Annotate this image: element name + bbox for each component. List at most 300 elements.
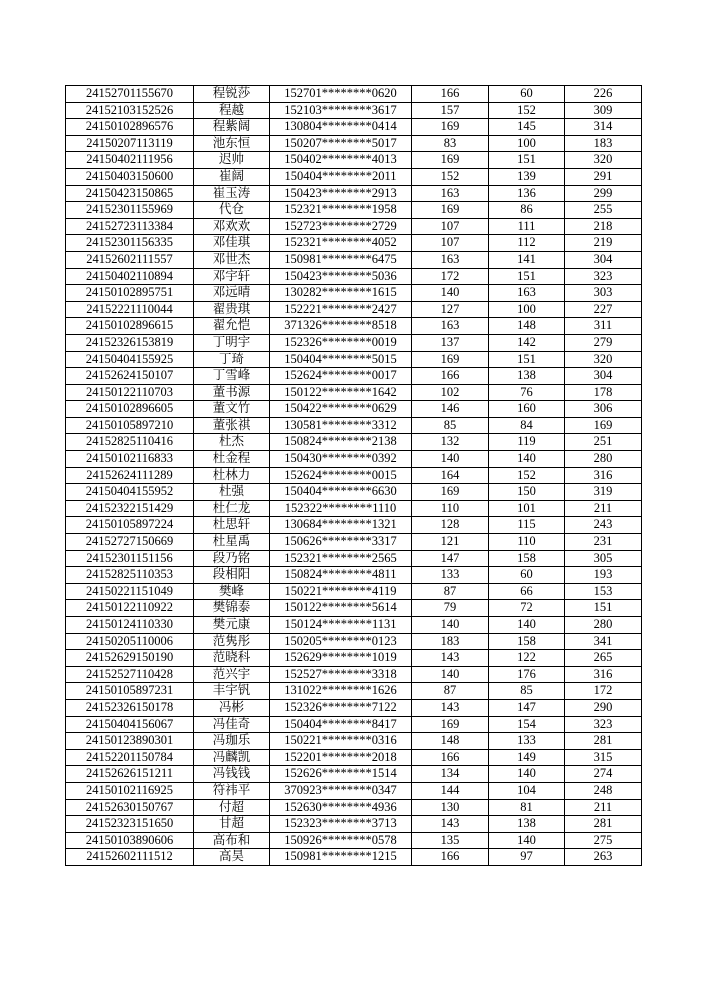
score-1-cell: 166 [412, 849, 489, 866]
score-1-cell: 172 [412, 268, 489, 285]
score-2-cell: 86 [489, 202, 565, 219]
score-1-cell: 135 [412, 832, 489, 849]
name-cell: 甘超 [194, 816, 270, 833]
total-score-cell: 314 [565, 119, 642, 136]
name-cell: 段相阳 [194, 567, 270, 584]
exam-number-cell: 24152825110353 [66, 567, 194, 584]
total-score-cell: 255 [565, 202, 642, 219]
name-cell: 冯麟凯 [194, 749, 270, 766]
name-cell: 范晓科 [194, 650, 270, 667]
score-1-cell: 140 [412, 666, 489, 683]
table-row [66, 716, 642, 733]
table-row [66, 766, 642, 783]
score-2-cell: 112 [489, 235, 565, 252]
id-number-cell: 152321********1958 [270, 202, 412, 219]
name-cell: 符祎平 [194, 782, 270, 799]
table-row [66, 301, 642, 318]
id-number-cell: 152201********2018 [270, 749, 412, 766]
score-2-cell: 138 [489, 816, 565, 833]
id-number-cell: 150423********2913 [270, 185, 412, 202]
id-number-cell: 152701********0620 [270, 86, 412, 103]
exam-number-cell: 24152323151650 [66, 816, 194, 833]
exam-number-cell: 24152727150669 [66, 534, 194, 551]
score-2-cell: 60 [489, 567, 565, 584]
score-1-cell: 102 [412, 384, 489, 401]
table-row [66, 268, 642, 285]
id-number-cell: 152723********2729 [270, 218, 412, 235]
table-row [66, 617, 642, 634]
name-cell: 杜星禹 [194, 534, 270, 551]
score-2-cell: 81 [489, 799, 565, 816]
table-row [66, 102, 642, 119]
name-cell: 翟允恺 [194, 318, 270, 335]
id-number-cell: 152321********2565 [270, 550, 412, 567]
name-cell: 邓欢欢 [194, 218, 270, 235]
total-score-cell: 306 [565, 401, 642, 418]
total-score-cell: 153 [565, 583, 642, 600]
total-score-cell: 274 [565, 766, 642, 783]
total-score-cell: 291 [565, 168, 642, 185]
score-2-cell: 152 [489, 467, 565, 484]
score-1-cell: 147 [412, 550, 489, 567]
score-1-cell: 169 [412, 202, 489, 219]
exam-number-cell: 24152221110044 [66, 301, 194, 318]
score-2-cell: 110 [489, 534, 565, 551]
name-cell: 樊元康 [194, 617, 270, 634]
table-row [66, 434, 642, 451]
id-number-cell: 152326********0019 [270, 334, 412, 351]
total-score-cell: 279 [565, 334, 642, 351]
score-2-cell: 140 [489, 766, 565, 783]
id-number-cell: 150122********5614 [270, 600, 412, 617]
id-number-cell: 152624********0015 [270, 467, 412, 484]
table-row [66, 218, 642, 235]
name-cell: 邓佳琪 [194, 235, 270, 252]
score-table [65, 85, 642, 866]
table-row [66, 782, 642, 799]
id-number-cell: 152629********1019 [270, 650, 412, 667]
name-cell: 邓远晴 [194, 285, 270, 302]
score-2-cell: 158 [489, 633, 565, 650]
score-2-cell: 104 [489, 782, 565, 799]
name-cell: 池东恒 [194, 135, 270, 152]
name-cell: 程越 [194, 102, 270, 119]
score-2-cell: 115 [489, 517, 565, 534]
table-row [66, 401, 642, 418]
id-number-cell: 152322********1110 [270, 500, 412, 517]
table-row [66, 135, 642, 152]
total-score-cell: 309 [565, 102, 642, 119]
exam-number-cell: 24152326150178 [66, 699, 194, 716]
table-row [66, 467, 642, 484]
name-cell: 翟贵琪 [194, 301, 270, 318]
score-2-cell: 84 [489, 417, 565, 434]
exam-number-cell: 24150221151049 [66, 583, 194, 600]
exam-number-cell: 24150404156067 [66, 716, 194, 733]
score-1-cell: 169 [412, 152, 489, 169]
score-2-cell: 149 [489, 749, 565, 766]
score-1-cell: 166 [412, 368, 489, 385]
id-number-cell: 152527********3318 [270, 666, 412, 683]
score-1-cell: 127 [412, 301, 489, 318]
score-1-cell: 143 [412, 699, 489, 716]
score-2-cell: 152 [489, 102, 565, 119]
score-1-cell: 163 [412, 251, 489, 268]
score-1-cell: 110 [412, 500, 489, 517]
total-score-cell: 227 [565, 301, 642, 318]
table-row [66, 683, 642, 700]
table-row [66, 368, 642, 385]
name-cell: 杜思轩 [194, 517, 270, 534]
exam-number-cell: 24150122110703 [66, 384, 194, 401]
score-1-cell: 163 [412, 185, 489, 202]
score-2-cell: 101 [489, 500, 565, 517]
score-2-cell: 85 [489, 683, 565, 700]
score-1-cell: 169 [412, 484, 489, 501]
name-cell: 高布和 [194, 832, 270, 849]
total-score-cell: 320 [565, 351, 642, 368]
score-1-cell: 85 [412, 417, 489, 434]
score-1-cell: 157 [412, 102, 489, 119]
table-row [66, 285, 642, 302]
table-row [66, 185, 642, 202]
id-number-cell: 152626********1514 [270, 766, 412, 783]
total-score-cell: 303 [565, 285, 642, 302]
table-row [66, 816, 642, 833]
score-table-body [66, 86, 642, 866]
name-cell: 董文竹 [194, 401, 270, 418]
table-row [66, 351, 642, 368]
score-2-cell: 142 [489, 334, 565, 351]
score-1-cell: 130 [412, 799, 489, 816]
total-score-cell: 290 [565, 699, 642, 716]
table-row [66, 699, 642, 716]
table-row [66, 168, 642, 185]
total-score-cell: 193 [565, 567, 642, 584]
exam-number-cell: 24150123890301 [66, 733, 194, 750]
score-2-cell: 151 [489, 152, 565, 169]
id-number-cell: 150402********4013 [270, 152, 412, 169]
exam-number-cell: 24150404155925 [66, 351, 194, 368]
id-number-cell: 150404********2011 [270, 168, 412, 185]
table-row [66, 733, 642, 750]
score-1-cell: 140 [412, 451, 489, 468]
exam-number-cell: 24150105897231 [66, 683, 194, 700]
exam-number-cell: 24152301156335 [66, 235, 194, 252]
name-cell: 程锐莎 [194, 86, 270, 103]
score-1-cell: 166 [412, 749, 489, 766]
total-score-cell: 304 [565, 368, 642, 385]
table-row [66, 119, 642, 136]
id-number-cell: 150430********0392 [270, 451, 412, 468]
name-cell: 范兴宇 [194, 666, 270, 683]
score-2-cell: 151 [489, 268, 565, 285]
score-1-cell: 169 [412, 716, 489, 733]
exam-number-cell: 24150102896615 [66, 318, 194, 335]
table-row [66, 666, 642, 683]
score-1-cell: 107 [412, 235, 489, 252]
name-cell: 邓宇轩 [194, 268, 270, 285]
exam-number-cell: 24152624150107 [66, 368, 194, 385]
id-number-cell: 152630********4936 [270, 799, 412, 816]
score-2-cell: 138 [489, 368, 565, 385]
id-number-cell: 152103********3617 [270, 102, 412, 119]
id-number-cell: 150404********5015 [270, 351, 412, 368]
exam-number-cell: 24152825110416 [66, 434, 194, 451]
total-score-cell: 311 [565, 318, 642, 335]
table-row [66, 202, 642, 219]
id-number-cell: 131022********1626 [270, 683, 412, 700]
name-cell: 冯彬 [194, 699, 270, 716]
table-row [66, 749, 642, 766]
name-cell: 代仓 [194, 202, 270, 219]
name-cell: 樊锦泰 [194, 600, 270, 617]
name-cell: 杜杰 [194, 434, 270, 451]
exam-number-cell: 24152527110428 [66, 666, 194, 683]
name-cell: 付超 [194, 799, 270, 816]
exam-number-cell: 24152602111512 [66, 849, 194, 866]
name-cell: 冯佳奇 [194, 716, 270, 733]
table-row [66, 799, 642, 816]
id-number-cell: 150981********6475 [270, 251, 412, 268]
exam-number-cell: 24152701155670 [66, 86, 194, 103]
total-score-cell: 211 [565, 799, 642, 816]
total-score-cell: 320 [565, 152, 642, 169]
id-number-cell: 150124********1131 [270, 617, 412, 634]
score-2-cell: 154 [489, 716, 565, 733]
name-cell: 董书源 [194, 384, 270, 401]
name-cell: 段乃铭 [194, 550, 270, 567]
total-score-cell: 172 [565, 683, 642, 700]
exam-number-cell: 24152602111557 [66, 251, 194, 268]
exam-number-cell: 24150103890606 [66, 832, 194, 849]
exam-number-cell: 24150122110922 [66, 600, 194, 617]
exam-number-cell: 24152629150190 [66, 650, 194, 667]
score-1-cell: 164 [412, 467, 489, 484]
score-2-cell: 176 [489, 666, 565, 683]
total-score-cell: 219 [565, 235, 642, 252]
total-score-cell: 211 [565, 500, 642, 517]
id-number-cell: 150221********4119 [270, 583, 412, 600]
total-score-cell: 316 [565, 666, 642, 683]
total-score-cell: 315 [565, 749, 642, 766]
total-score-cell: 169 [565, 417, 642, 434]
score-1-cell: 144 [412, 782, 489, 799]
score-2-cell: 151 [489, 351, 565, 368]
total-score-cell: 299 [565, 185, 642, 202]
score-1-cell: 83 [412, 135, 489, 152]
score-1-cell: 107 [412, 218, 489, 235]
table-row [66, 849, 642, 866]
score-1-cell: 87 [412, 583, 489, 600]
table-row [66, 417, 642, 434]
name-cell: 范隽彤 [194, 633, 270, 650]
score-2-cell: 119 [489, 434, 565, 451]
total-score-cell: 316 [565, 467, 642, 484]
exam-number-cell: 24150105897224 [66, 517, 194, 534]
exam-number-cell: 24152301155969 [66, 202, 194, 219]
total-score-cell: 263 [565, 849, 642, 866]
score-2-cell: 158 [489, 550, 565, 567]
exam-number-cell: 24152322151429 [66, 500, 194, 517]
id-number-cell: 150824********2138 [270, 434, 412, 451]
exam-number-cell: 24152624111289 [66, 467, 194, 484]
exam-number-cell: 24152201150784 [66, 749, 194, 766]
score-1-cell: 143 [412, 816, 489, 833]
table-row [66, 583, 642, 600]
table-row [66, 832, 642, 849]
score-1-cell: 134 [412, 766, 489, 783]
exam-number-cell: 24150102896576 [66, 119, 194, 136]
score-2-cell: 100 [489, 301, 565, 318]
total-score-cell: 248 [565, 782, 642, 799]
total-score-cell: 323 [565, 716, 642, 733]
id-number-cell: 370923********0347 [270, 782, 412, 799]
id-number-cell: 152624********0017 [270, 368, 412, 385]
id-number-cell: 152321********4052 [270, 235, 412, 252]
id-number-cell: 152221********2427 [270, 301, 412, 318]
id-number-cell: 150404********8417 [270, 716, 412, 733]
score-1-cell: 169 [412, 351, 489, 368]
exam-number-cell: 24150124110330 [66, 617, 194, 634]
score-1-cell: 163 [412, 318, 489, 335]
exam-number-cell: 24150423150865 [66, 185, 194, 202]
score-2-cell: 160 [489, 401, 565, 418]
exam-number-cell: 24150102895751 [66, 285, 194, 302]
exam-number-cell: 24150102116833 [66, 451, 194, 468]
score-1-cell: 148 [412, 733, 489, 750]
score-2-cell: 150 [489, 484, 565, 501]
id-number-cell: 150926********0578 [270, 832, 412, 849]
score-1-cell: 132 [412, 434, 489, 451]
total-score-cell: 304 [565, 251, 642, 268]
id-number-cell: 130684********1321 [270, 517, 412, 534]
name-cell: 丁琦 [194, 351, 270, 368]
score-1-cell: 79 [412, 600, 489, 617]
id-number-cell: 152323********3713 [270, 816, 412, 833]
table-row [66, 251, 642, 268]
id-number-cell: 150423********5036 [270, 268, 412, 285]
score-2-cell: 66 [489, 583, 565, 600]
exam-number-cell: 24150102896605 [66, 401, 194, 418]
table-row [66, 500, 642, 517]
score-1-cell: 140 [412, 285, 489, 302]
score-2-cell: 140 [489, 832, 565, 849]
score-1-cell: 121 [412, 534, 489, 551]
score-2-cell: 139 [489, 168, 565, 185]
score-2-cell: 133 [489, 733, 565, 750]
table-row [66, 550, 642, 567]
table-row [66, 567, 642, 584]
exam-number-cell: 24150205110006 [66, 633, 194, 650]
score-1-cell: 143 [412, 650, 489, 667]
name-cell: 程紫阔 [194, 119, 270, 136]
score-2-cell: 140 [489, 451, 565, 468]
score-2-cell: 60 [489, 86, 565, 103]
score-1-cell: 166 [412, 86, 489, 103]
score-2-cell: 76 [489, 384, 565, 401]
id-number-cell: 150422********0629 [270, 401, 412, 418]
exam-number-cell: 24150207113119 [66, 135, 194, 152]
id-number-cell: 130804********0414 [270, 119, 412, 136]
score-1-cell: 133 [412, 567, 489, 584]
id-number-cell: 150205********0123 [270, 633, 412, 650]
score-2-cell: 163 [489, 285, 565, 302]
score-2-cell: 136 [489, 185, 565, 202]
total-score-cell: 275 [565, 832, 642, 849]
id-number-cell: 150221********0316 [270, 733, 412, 750]
total-score-cell: 243 [565, 517, 642, 534]
id-number-cell: 150981********1215 [270, 849, 412, 866]
name-cell: 丰宇钒 [194, 683, 270, 700]
score-2-cell: 72 [489, 600, 565, 617]
table-row [66, 86, 642, 103]
score-1-cell: 87 [412, 683, 489, 700]
score-1-cell: 169 [412, 119, 489, 136]
total-score-cell: 305 [565, 550, 642, 567]
table-row [66, 534, 642, 551]
score-1-cell: 140 [412, 617, 489, 634]
table-row [66, 318, 642, 335]
name-cell: 崔阔 [194, 168, 270, 185]
total-score-cell: 178 [565, 384, 642, 401]
name-cell: 杜仁龙 [194, 500, 270, 517]
table-row [66, 484, 642, 501]
exam-number-cell: 24150402111956 [66, 152, 194, 169]
id-number-cell: 130581********3312 [270, 417, 412, 434]
exam-number-cell: 24150102116925 [66, 782, 194, 799]
name-cell: 杜金程 [194, 451, 270, 468]
id-number-cell: 130282********1615 [270, 285, 412, 302]
exam-number-cell: 24152326153819 [66, 334, 194, 351]
total-score-cell: 281 [565, 733, 642, 750]
total-score-cell: 265 [565, 650, 642, 667]
exam-number-cell: 24150402110894 [66, 268, 194, 285]
id-number-cell: 150404********6630 [270, 484, 412, 501]
id-number-cell: 150626********3317 [270, 534, 412, 551]
score-1-cell: 183 [412, 633, 489, 650]
table-row [66, 152, 642, 169]
score-2-cell: 111 [489, 218, 565, 235]
exam-number-cell: 24152723113384 [66, 218, 194, 235]
table-row [66, 235, 642, 252]
name-cell: 杜强 [194, 484, 270, 501]
id-number-cell: 152326********7122 [270, 699, 412, 716]
score-2-cell: 147 [489, 699, 565, 716]
exam-number-cell: 24150404155952 [66, 484, 194, 501]
total-score-cell: 280 [565, 451, 642, 468]
total-score-cell: 231 [565, 534, 642, 551]
score-2-cell: 97 [489, 849, 565, 866]
name-cell: 丁雪峰 [194, 368, 270, 385]
id-number-cell: 150824********4811 [270, 567, 412, 584]
id-number-cell: 150207********5017 [270, 135, 412, 152]
score-2-cell: 140 [489, 617, 565, 634]
exam-number-cell: 24152301151156 [66, 550, 194, 567]
exam-number-cell: 24150403150600 [66, 168, 194, 185]
table-row [66, 600, 642, 617]
score-2-cell: 148 [489, 318, 565, 335]
table-row [66, 650, 642, 667]
exam-number-cell: 24152626151211 [66, 766, 194, 783]
score-1-cell: 146 [412, 401, 489, 418]
name-cell: 董张祺 [194, 417, 270, 434]
total-score-cell: 281 [565, 816, 642, 833]
total-score-cell: 280 [565, 617, 642, 634]
total-score-cell: 341 [565, 633, 642, 650]
table-row [66, 517, 642, 534]
exam-number-cell: 24150105897210 [66, 417, 194, 434]
